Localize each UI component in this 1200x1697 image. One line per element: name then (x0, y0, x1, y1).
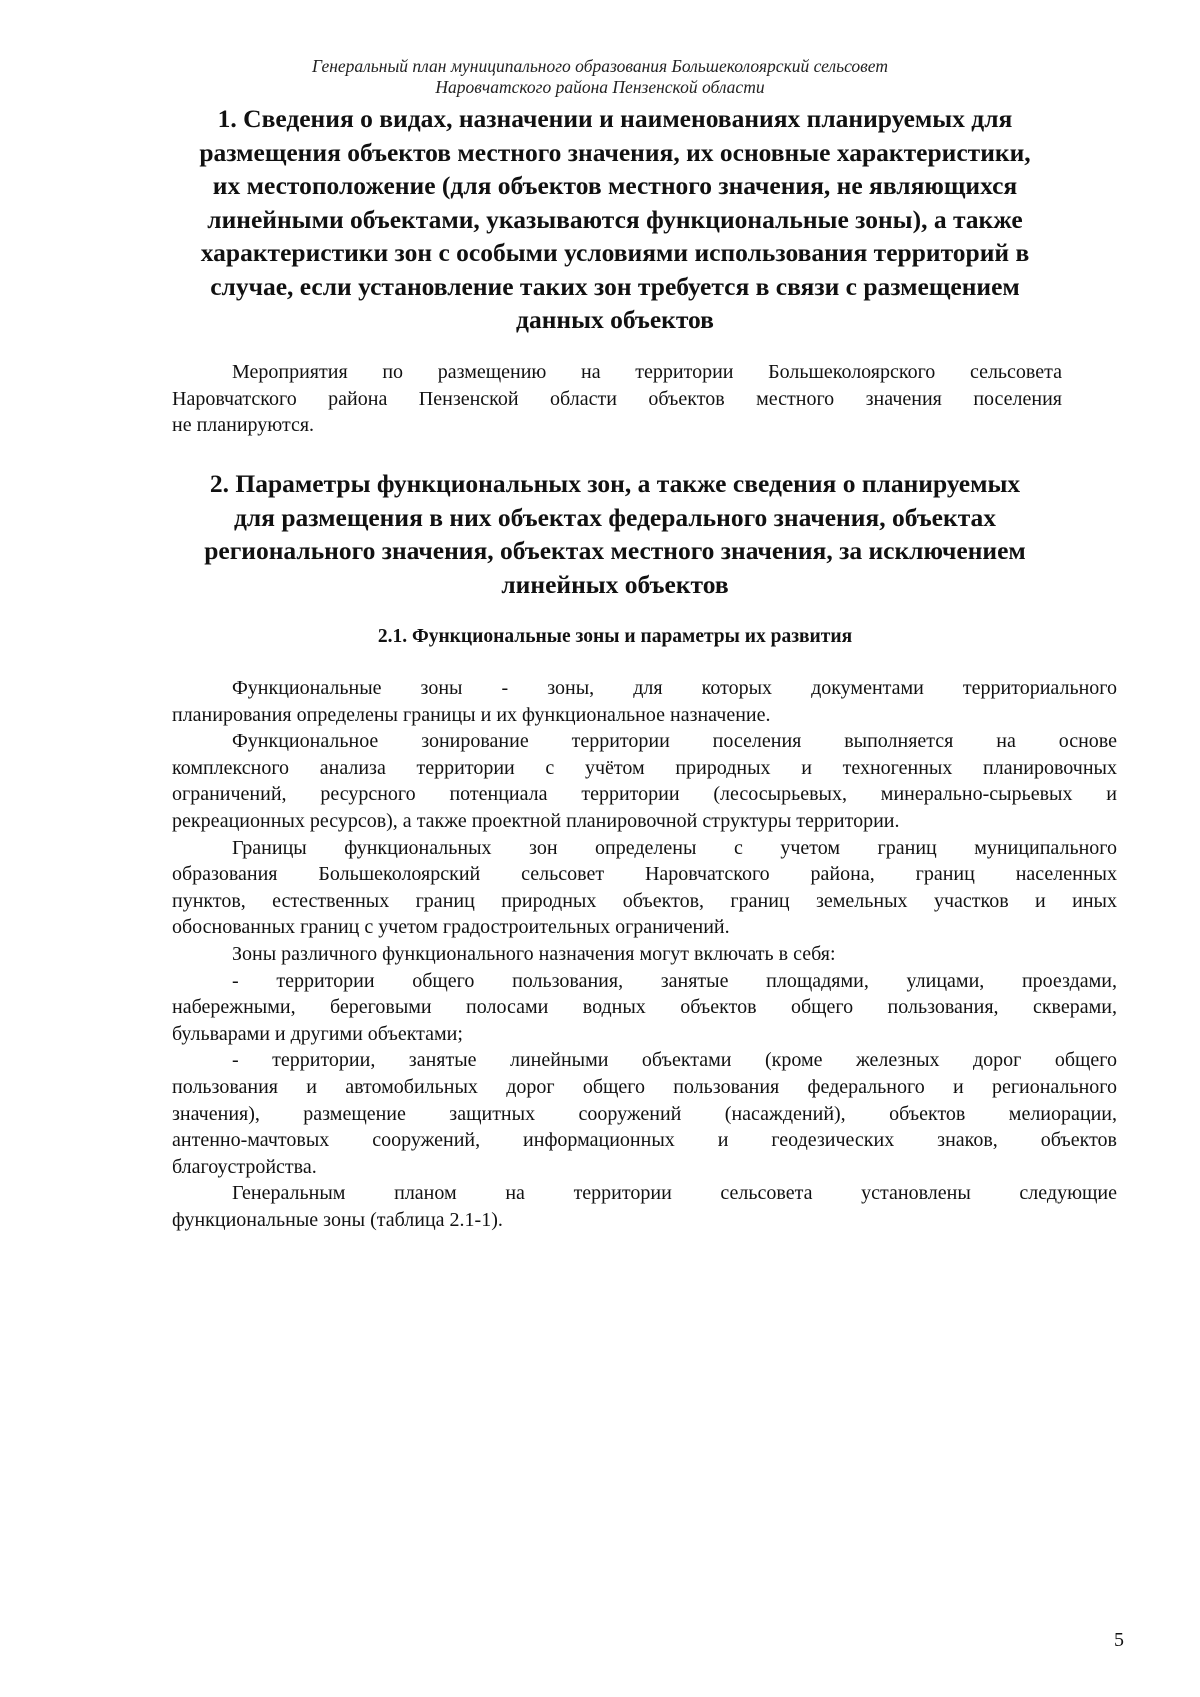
section-2-title-line: регионального значения, объектах местного значения, за исключением (204, 536, 1026, 565)
section-1-title (165, 102, 1065, 337)
section-2-title-line: 2. Параметры функциональных зон, а также сведения о планируемых (209, 469, 1021, 498)
list-item-line: пользования и автомобильных дорог общего пользования федерального и регионального (172, 1075, 1117, 1098)
list-item-line: значения), размещение защитных сооружений (насаждений), объектов мелиорации, (172, 1102, 1117, 1125)
section-1-title-line: размещения объектов местного значения, их основные характеристики, (199, 137, 1031, 167)
section-2-title-line: линейных объектов (501, 569, 729, 599)
paragraph-line: Генеральным планом на территории сельсовета установлены следующие (232, 1182, 1117, 1205)
running-header-line-1: Генеральный план муниципального образования Большеколоярский сельсовет (312, 56, 888, 76)
list-item-line: благоустройства. (172, 1155, 317, 1178)
section-2-body (172, 675, 1117, 1233)
list-item-line: бульварами и другими объектами; (172, 1022, 463, 1045)
paragraph-line: не планируются. (172, 414, 315, 437)
paragraph-line: Функциональное зонирование территории поселения выполняется на основе (232, 730, 1117, 753)
section-1-title-line: их местоположение (для объектов местного значения, не являющихся (212, 171, 1018, 200)
section-2-title-line: для размещения в них объектах федерального значения, объектах (233, 502, 997, 532)
section-1-title-line: характеристики зон с особыми условиями использования территорий в (200, 238, 1030, 267)
list-item-line: антенно-мачтовых сооружений, информационных и геодезических знаков, объектов (172, 1129, 1117, 1152)
paragraph-line: ограничений, ресурсного потенциала территории (лесосырьевых, минерально-сырьевых и (172, 783, 1117, 806)
list-item-line: набережными, береговыми полосами водных объектов общего пользования, скверами, (172, 996, 1117, 1019)
subsection-2-1-title: 2.1. Функциональные зоны и параметры их развития (377, 626, 853, 647)
paragraph-line: рекреационных ресурсов), а также проектной планировочной структуры территории. (172, 809, 900, 832)
paragraph-line: образования Большеколоярский сельсовет Наровчатского района, границ населенных (172, 863, 1117, 886)
list-item-line: - территории общего пользования, занятые площадями, улицами, проездами, (232, 969, 1117, 992)
paragraph-line: Функциональные зоны - зоны, для которых документами территориального (232, 677, 1117, 699)
running-header (0, 56, 1200, 98)
paragraph-line: Границы функциональных зон определены с учетом границ муниципального (232, 836, 1117, 859)
paragraph-line: Зоны различного функционального назначения могут включать в себя: (232, 942, 836, 965)
section-1-paragraph (172, 359, 1062, 439)
paragraph-line: Наровчатского района Пензенской области объектов местного значения поселения (172, 387, 1062, 410)
list-item-line: - территории, занятые линейными объектами (кроме железных дорог общего (232, 1049, 1117, 1072)
paragraph-line: планирования определены границы и их функциональное назначение. (172, 703, 771, 726)
section-1-title-line: 1. Сведения о видах, назначении и наименованиях планируемых для (217, 104, 1013, 133)
paragraph-line: комплексного анализа территории с учётом природных и техногенных планировочных (172, 756, 1117, 779)
paragraph-line: пунктов, естественных границ природных объектов, границ земельных участков и иных (172, 889, 1117, 912)
page-number: 5 (1114, 1629, 1124, 1651)
section-1-title-line: случае, если установление таких зон требуется в связи с размещением (210, 271, 1020, 301)
running-header-line-2: Наровчатского района Пензенской области (435, 77, 765, 97)
section-1-title-line: данных объектов (516, 305, 714, 334)
section-1-title-line: линейными объектами, указываются функциональные зоны), а также (207, 204, 1023, 234)
paragraph-line: Мероприятия по размещению на территории Большеколоярского сельсовета (232, 361, 1062, 383)
paragraph-line: обоснованных границ с учетом градостроительных ограничений. (172, 916, 730, 939)
paragraph-line: функциональные зоны (таблица 2.1-1). (172, 1208, 503, 1231)
section-2-title (165, 467, 1065, 601)
